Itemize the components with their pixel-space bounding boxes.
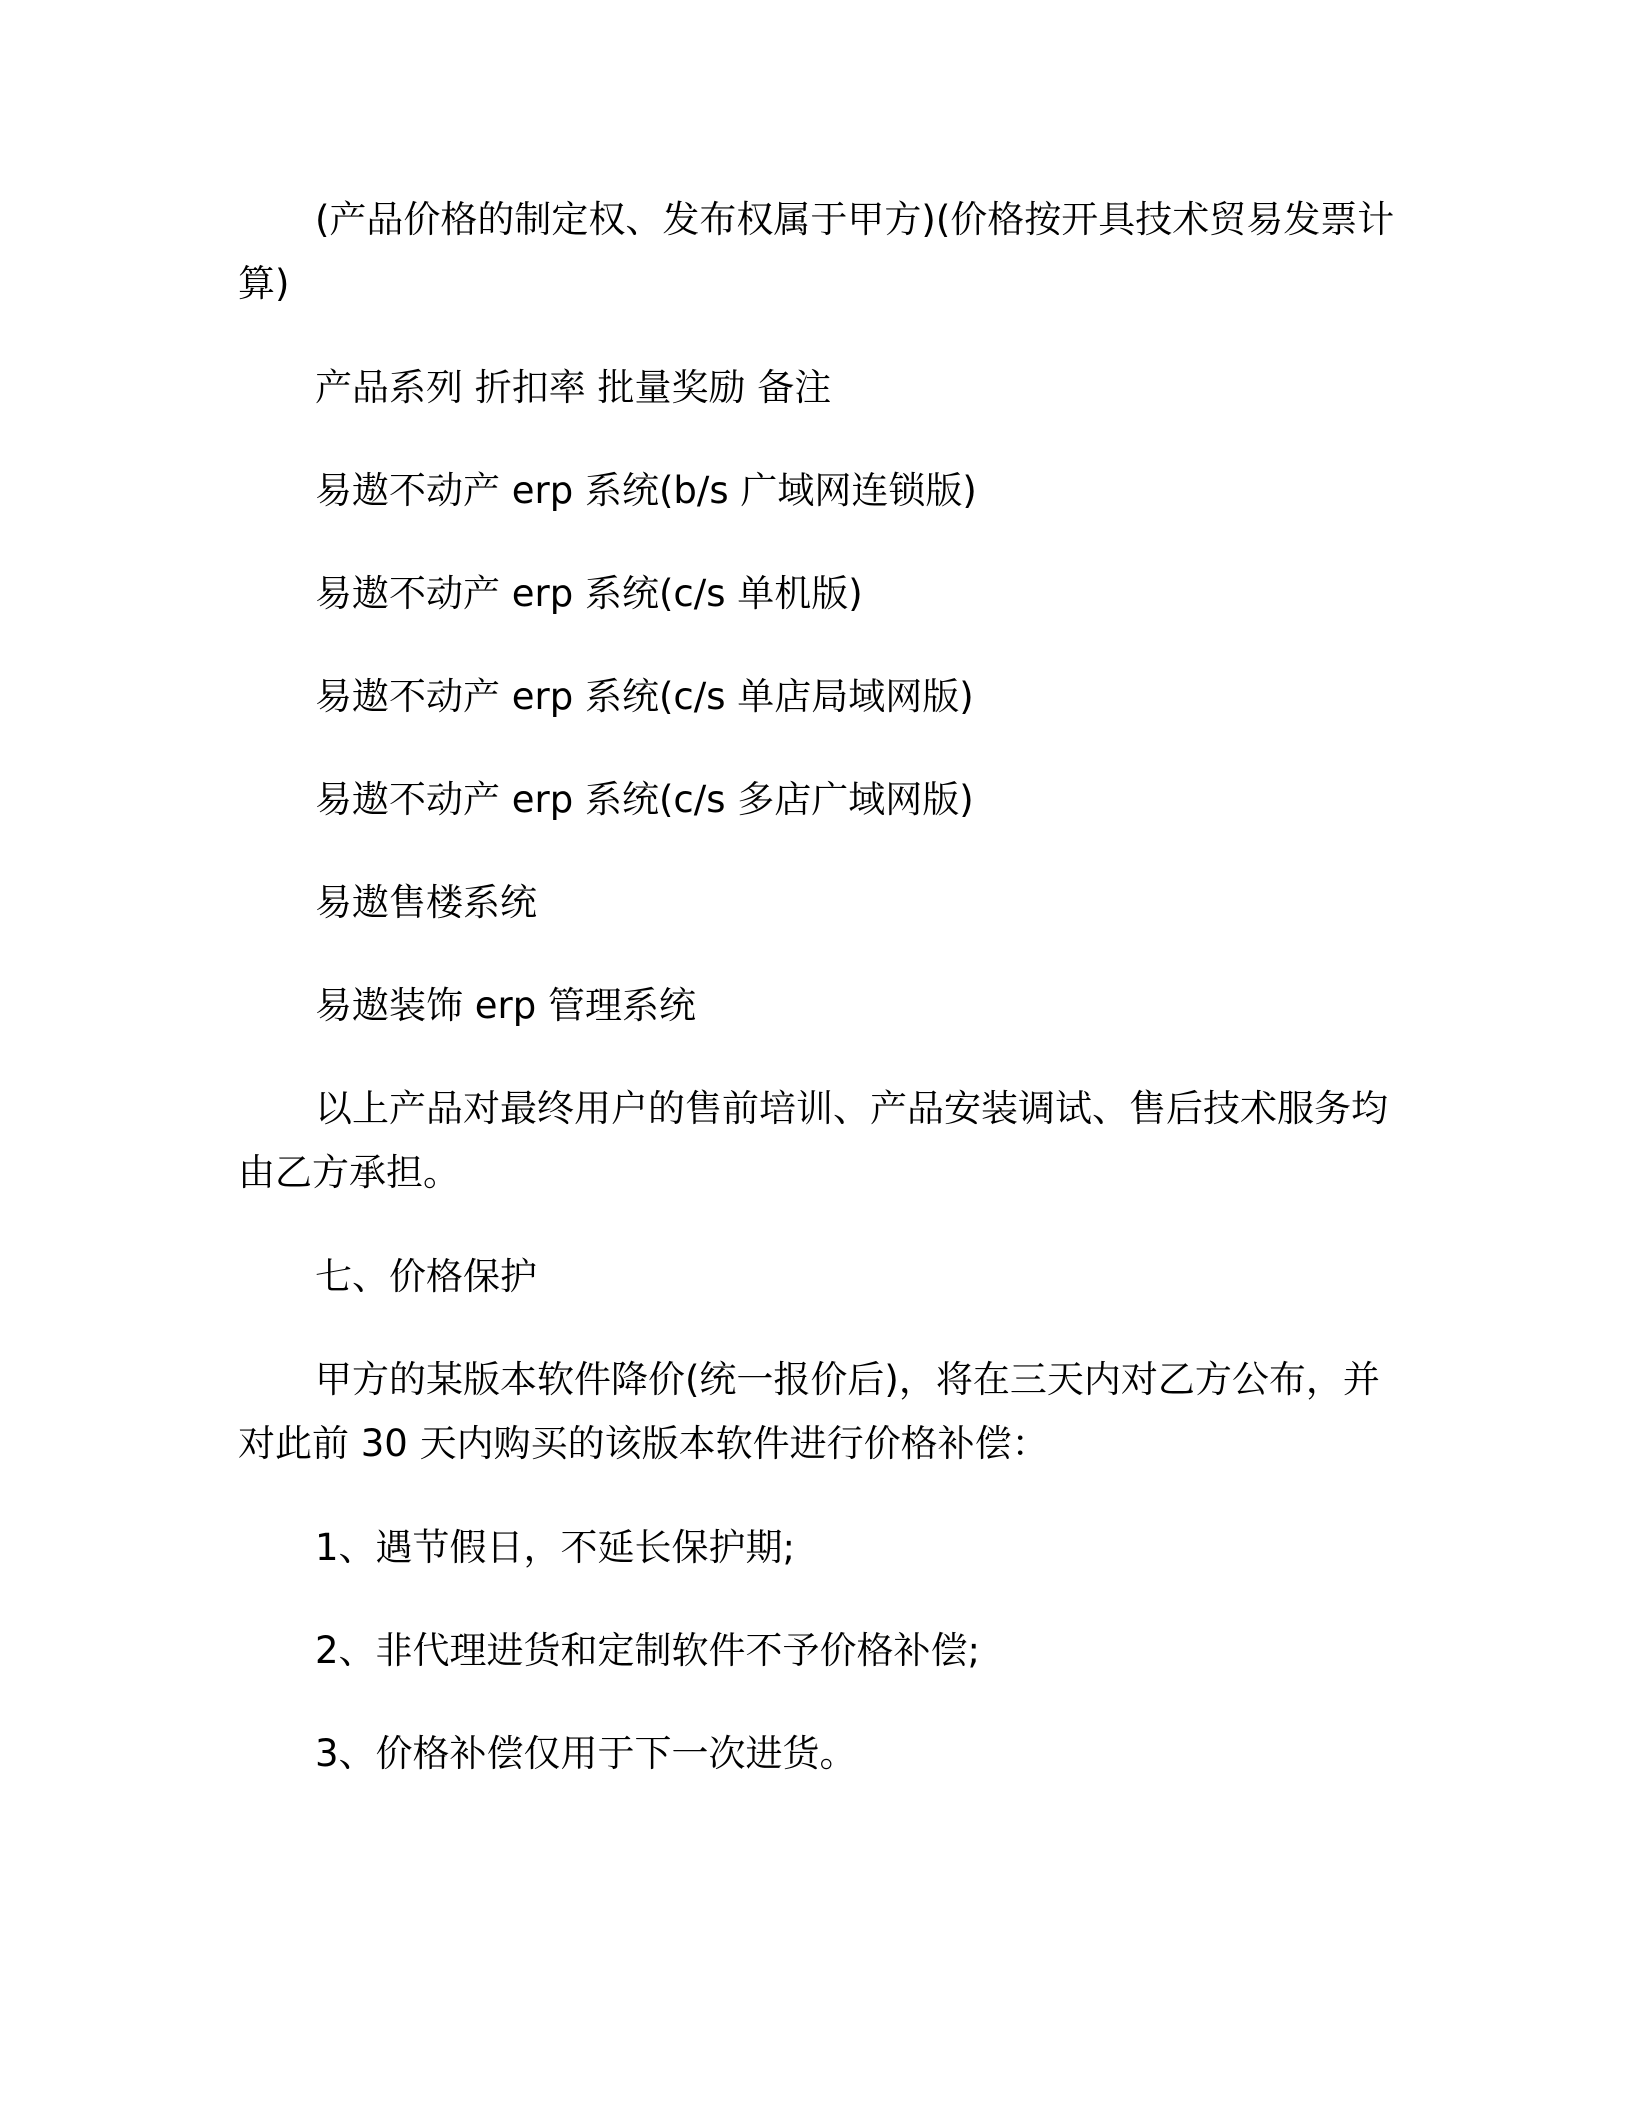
paragraph-pricing-authority: (产品价格的制定权、发布权属于甲方)(价格按开具技术贸易发票计算) [238, 198, 1395, 305]
paragraph-product-cs-wan: 易遨不动产 erp 系统(c/s 多店广域网版) [315, 778, 974, 821]
list-item-2: 2、非代理进货和定制软件不予价格补偿; [315, 1629, 981, 1672]
paragraph-service-responsibility: 以上产品对最终用户的售前培训、产品安装调试、售后技术服务均由乙方承担。 [238, 1087, 1388, 1194]
list-item-3: 3、价格补偿仅用于下一次进货。 [315, 1732, 857, 1775]
paragraph-product-bs: 易遨不动产 erp 系统(b/s 广域网连锁版) [315, 469, 977, 512]
document-body [238, 188, 1398, 1786]
paragraph-product-sales: 易遨售楼系统 [315, 881, 537, 924]
paragraph-price-compensation: 甲方的某版本软件降价(统一报价后)，将在三天内对乙方公布，并对此前 30 天内购买的该版本软件进行价格补偿： [238, 1358, 1380, 1465]
paragraph-product-cs-standalone: 易遨不动产 erp 系统(c/s 单机版) [315, 572, 863, 615]
list-item-1: 1、遇节假日，不延长保护期; [315, 1526, 796, 1569]
paragraph-product-cs-lan: 易遨不动产 erp 系统(c/s 单店局域网版) [315, 675, 974, 718]
section-heading-price-protection: 七、价格保护 [315, 1255, 537, 1298]
paragraph-product-decoration: 易遨装饰 erp 管理系统 [315, 984, 696, 1027]
paragraph-table-header: 产品系列 折扣率 批量奖励 备注 [315, 366, 832, 409]
